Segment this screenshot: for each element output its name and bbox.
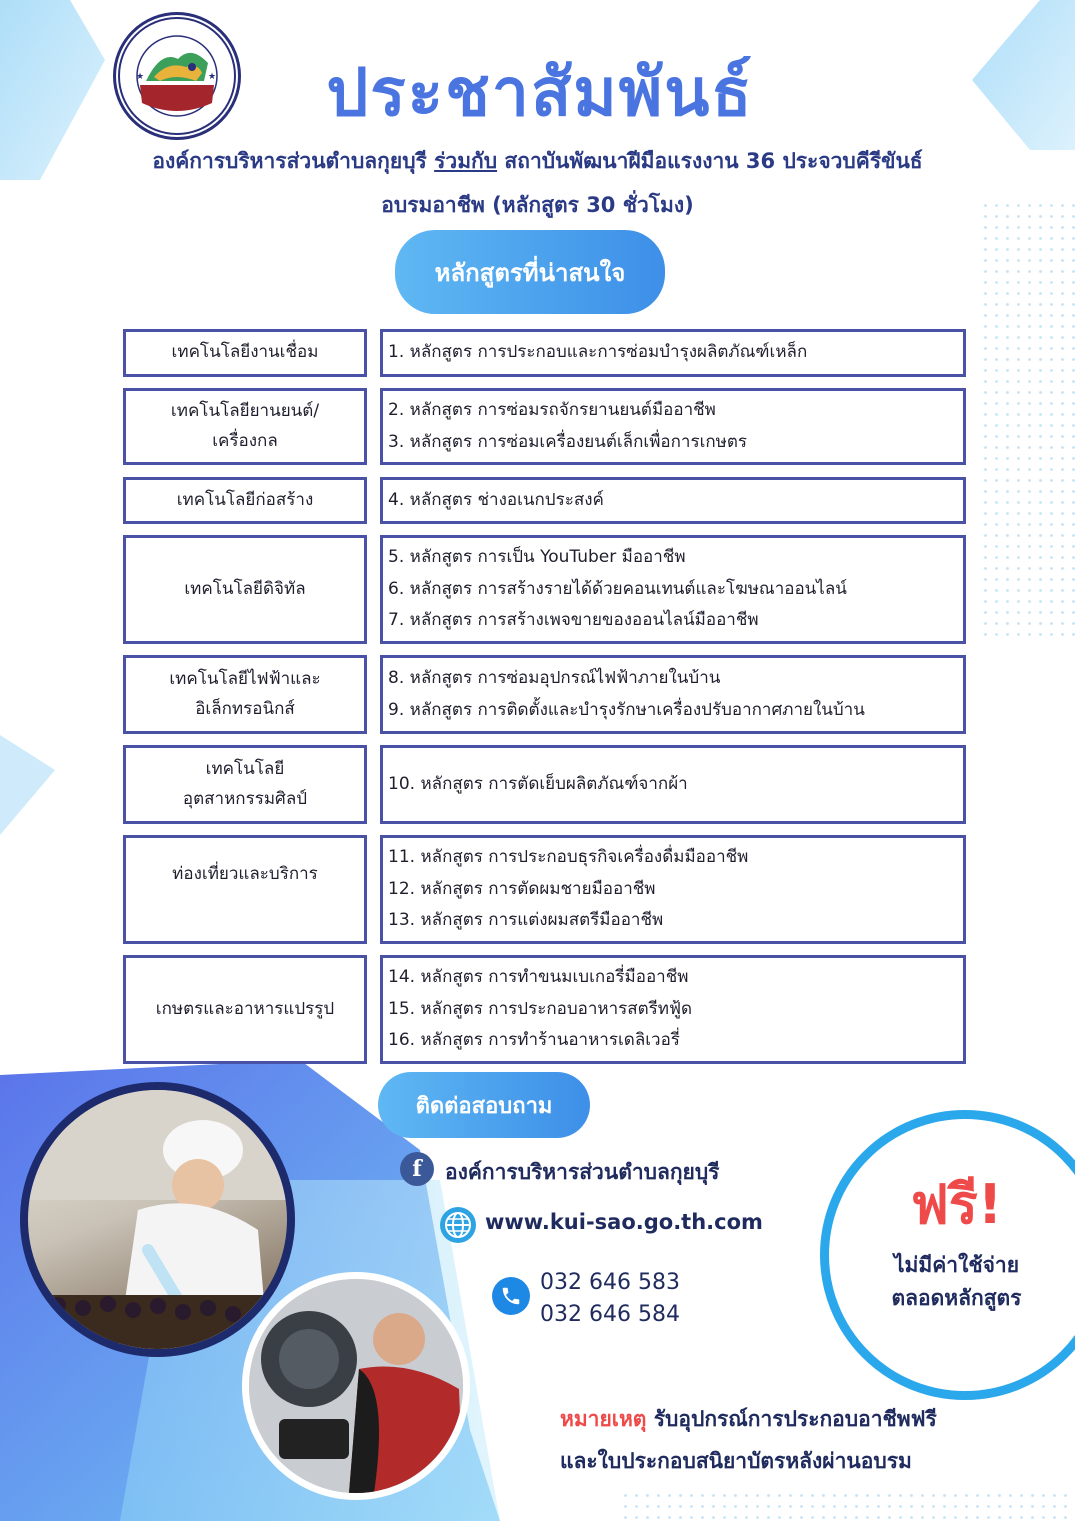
- svg-text:★: ★: [208, 72, 217, 82]
- facebook-icon: f: [400, 1152, 434, 1186]
- note-text: รับอุปกรณ์การประกอบอาชีพฟรี: [653, 1407, 937, 1431]
- course-item: 15. หลักสูตร การประกอบอาหารสตรีทฟู้ด: [388, 998, 693, 1019]
- category-cell: [123, 388, 367, 465]
- phone-number[interactable]: 032 646 583: [540, 1270, 680, 1295]
- category-cell: [123, 745, 367, 824]
- course-item: 8. หลักสูตร การซ่อมอุปกรณ์ไฟฟ้าภายในบ้าน: [388, 668, 721, 689]
- dot-pattern: [980, 200, 1075, 640]
- note-block: [560, 1398, 937, 1482]
- course-cell: [380, 535, 966, 644]
- course-item: 11. หลักสูตร การประกอบธุรกิจเครื่องดื่มมืออาชีพ: [388, 847, 749, 868]
- course-cell: [380, 388, 966, 465]
- course-cell: [380, 477, 966, 524]
- phone-glyph: [500, 1285, 522, 1307]
- category-label: ท่องเที่ยวและบริการ: [172, 864, 318, 884]
- mechanic-illustration: [249, 1279, 463, 1493]
- organization-logo: [113, 12, 241, 140]
- course-cell: [380, 655, 966, 734]
- category-cell: [123, 955, 367, 1064]
- course-item: 7. หลักสูตร การสร้างเพจขายของออนไลน์มืออาชีพ: [388, 610, 759, 631]
- svg-text:★: ★: [136, 72, 145, 82]
- category-label: อุตสาหกรรมศิลป์: [182, 788, 308, 809]
- chef-illustration: [28, 1090, 287, 1349]
- course-item: 12. หลักสูตร การตัดผมชายมืออาชีพ: [388, 878, 656, 899]
- course-item: 6. หลักสูตร การสร้างรายได้ด้วยคอนเทนต์และโฆษณาออนไลน์: [388, 578, 847, 599]
- course-cell: [380, 329, 966, 377]
- subtitle-organizations: [0, 145, 1075, 178]
- category-label: เทคโนโลยี: [205, 758, 285, 779]
- course-cell: [380, 745, 966, 824]
- category-label: เทคโนโลยียานยนต์/: [170, 400, 320, 421]
- course-item: 1. หลักสูตร การประกอบและการซ่อมบำรุงผลิตภัณฑ์เหล็ก: [388, 342, 808, 363]
- org-name: องค์การบริหารส่วนตำบลกุยบุรี: [152, 149, 427, 173]
- course-item: 4. หลักสูตร ช่างอเนกประสงค์: [388, 489, 604, 510]
- category-label: เทคโนโลยีก่อสร้าง: [176, 489, 314, 510]
- category-label: เครื่องกล: [212, 430, 278, 451]
- course-item: 9. หลักสูตร การติดตั้งและบำรุงรักษาเครื่องปรับอากาศภายในบ้าน: [388, 699, 865, 720]
- free-text: [829, 1249, 1075, 1314]
- category-cell: [123, 835, 367, 944]
- globe-glyph: [443, 1210, 473, 1240]
- chef-photo: [20, 1082, 295, 1357]
- category-label: เทคโนโลยีไฟฟ้าและ: [169, 668, 321, 689]
- free-line: ตลอดหลักสูตร: [891, 1285, 1022, 1310]
- course-item: 10. หลักสูตร การตัดเย็บผลิตภัณฑ์จากผ้า: [388, 773, 688, 794]
- course-cell: [380, 835, 966, 944]
- course-cell: [380, 955, 966, 1064]
- course-item: 13. หลักสูตร การแต่งผมสตรีมืออาชีพ: [388, 910, 664, 931]
- course-item: 2. หลักสูตร การซ่อมรถจักรยานยนต์มืออาชีพ: [388, 400, 716, 421]
- free-title: ฟรี!: [910, 1173, 1003, 1236]
- facebook-link[interactable]: องค์การบริหารส่วนตำบลกุยบุรี: [445, 1160, 720, 1184]
- subtitle-training: อบรมอาชีพ (หลักสูตร 30 ชั่วโมง): [381, 193, 694, 217]
- page-title: ประชาสัมพันธ์: [326, 54, 754, 131]
- course-item: 3. หลักสูตร การซ่อมเครื่องยนต์เล็กเพื่อการเกษตร: [388, 431, 748, 452]
- course-item: 16. หลักสูตร การทำร้านอาหารเดลิเวอรี่: [388, 1030, 680, 1051]
- phone-icon: [492, 1277, 530, 1315]
- mechanic-photo: [242, 1272, 470, 1500]
- course-item: 5. หลักสูตร การเป็น YouTuber มืออาชีพ: [388, 547, 686, 568]
- phone-numbers: [540, 1267, 680, 1331]
- category-label: อิเล็กทรอนิกส์: [195, 698, 295, 719]
- globe-icon: [440, 1207, 476, 1243]
- category-label: เทคโนโลยีดิจิทัล: [184, 578, 306, 599]
- note-text: และใบประกอบสนิยาบัตรหลังผ่านอบรม: [560, 1449, 912, 1473]
- category-label: เทคโนโลยีงานเชื่อม: [171, 342, 319, 363]
- logo-emblem-icon: [116, 15, 238, 137]
- with-label: ร่วมกับ: [434, 149, 498, 173]
- website-link[interactable]: www.kui-sao.go.th.com: [485, 1210, 763, 1234]
- phone-number[interactable]: 032 646 584: [540, 1301, 680, 1327]
- note-label: หมายเหตุ: [560, 1407, 647, 1431]
- courses-heading-pill: หลักสูตรที่น่าสนใจ: [395, 230, 665, 314]
- partner-name: สถาบันพัฒนาฝีมือแรงงาน 36 ประจวบคีรีขันธ์: [504, 149, 923, 173]
- category-label: เกษตรและอาหารแปรรูป: [155, 998, 335, 1019]
- category-cell: [123, 477, 367, 524]
- contact-heading-pill: ติดต่อสอบถาม: [378, 1072, 590, 1138]
- category-cell: [123, 329, 367, 377]
- category-cell: [123, 535, 367, 644]
- free-line: ไม่มีค่าใช้จ่าย: [894, 1253, 1019, 1277]
- course-item: 14. หลักสูตร การทำขนมเบเกอรี่มืออาชีพ: [388, 967, 689, 988]
- category-cell: [123, 655, 367, 734]
- dot-pattern-bottom: [620, 1490, 1075, 1521]
